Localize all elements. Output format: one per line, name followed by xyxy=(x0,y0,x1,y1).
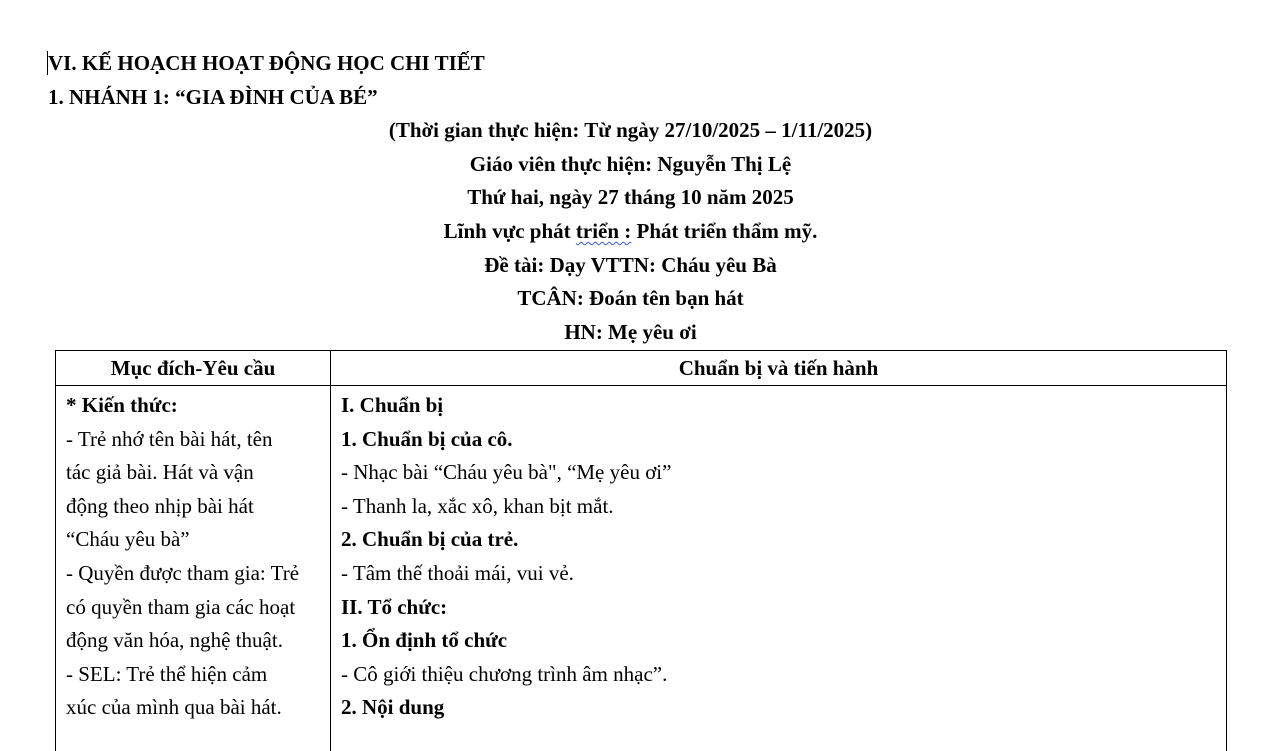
preparation-line: II. Tổ chức: xyxy=(341,594,448,619)
objectives-line: “Cháu yêu bà” xyxy=(66,527,190,552)
objectives-line: tác giả bài. Hát và vận xyxy=(66,460,254,485)
preparation-line: - Tâm thế thoải mái, vui vẻ. xyxy=(341,560,574,585)
preparation-line: 1. Chuẩn bị của cô. xyxy=(341,426,513,451)
preparation-line: 2. Chuẩn bị của trẻ. xyxy=(341,527,519,552)
topic-line: Đề tài: Dạy VTTN: Cháu yêu Bà xyxy=(484,253,777,277)
section-heading: VI. KẾ HOẠCH HOẠT ĐỘNG HỌC CHI TIẾT xyxy=(48,51,485,75)
branch-heading: 1. NHÁNH 1: “GIA ĐÌNH CỦA BÉ” xyxy=(48,85,378,109)
field-prefix: Lĩnh vực phát xyxy=(443,219,576,243)
lesson-plan-table xyxy=(55,350,1227,751)
objectives-line: - Quyền được tham gia: Trẻ xyxy=(66,560,300,585)
teacher-line: Giáo viên thực hiện: Nguyễn Thị Lệ xyxy=(469,152,792,176)
objectives-line: có quyền tham gia các hoạt xyxy=(66,594,296,619)
objectives-line: động theo nhịp bài hát xyxy=(66,493,254,518)
preparation-line: - Thanh la, xắc xô, khan bịt mắt. xyxy=(341,493,614,518)
tcan-line: TCÂN: Đoán tên bạn hát xyxy=(517,286,744,310)
header-objectives: Mục đích-Yêu cầu xyxy=(110,356,276,380)
preparation-line: I. Chuẩn bị xyxy=(341,393,444,417)
preparation-line: 2. Nội dung xyxy=(341,695,445,720)
objectives-line: * Kiến thức: xyxy=(66,393,178,417)
objectives-line: - SEL: Trẻ thể hiện cảm xyxy=(66,661,268,686)
header-preparation: Chuẩn bị và tiến hành xyxy=(678,356,879,380)
preparation-line: 1. Ổn định tổ chức xyxy=(341,628,508,653)
objectives-line: động văn hóa, nghệ thuật. xyxy=(66,628,283,653)
date-line: Thứ hai, ngày 27 tháng 10 năm 2025 xyxy=(467,185,794,209)
preparation-line: - Cô giới thiệu chương trình âm nhạc”. xyxy=(341,661,668,686)
header-divider xyxy=(56,385,1226,386)
preparation-column xyxy=(341,389,1221,725)
spellcheck-underlined-word: triển : xyxy=(575,219,632,243)
field-suffix: Phát triển thẩm mỹ. xyxy=(631,219,818,243)
objectives-line: xúc của mình qua bài hát. xyxy=(66,695,282,720)
time-line: (Thời gian thực hiện: Từ ngày 27/10/2025 – 1/11/2025) xyxy=(388,118,873,142)
field-line xyxy=(0,218,1261,244)
preparation-line: - Nhạc bài “Cháu yêu bà", “Mẹ yêu ơi” xyxy=(341,460,672,485)
column-divider xyxy=(330,351,331,751)
objectives-line: - Trẻ nhớ tên bài hát, tên xyxy=(66,426,273,451)
objectives-column xyxy=(66,389,328,725)
hn-line: HN: Mẹ yêu ơi xyxy=(564,320,697,344)
